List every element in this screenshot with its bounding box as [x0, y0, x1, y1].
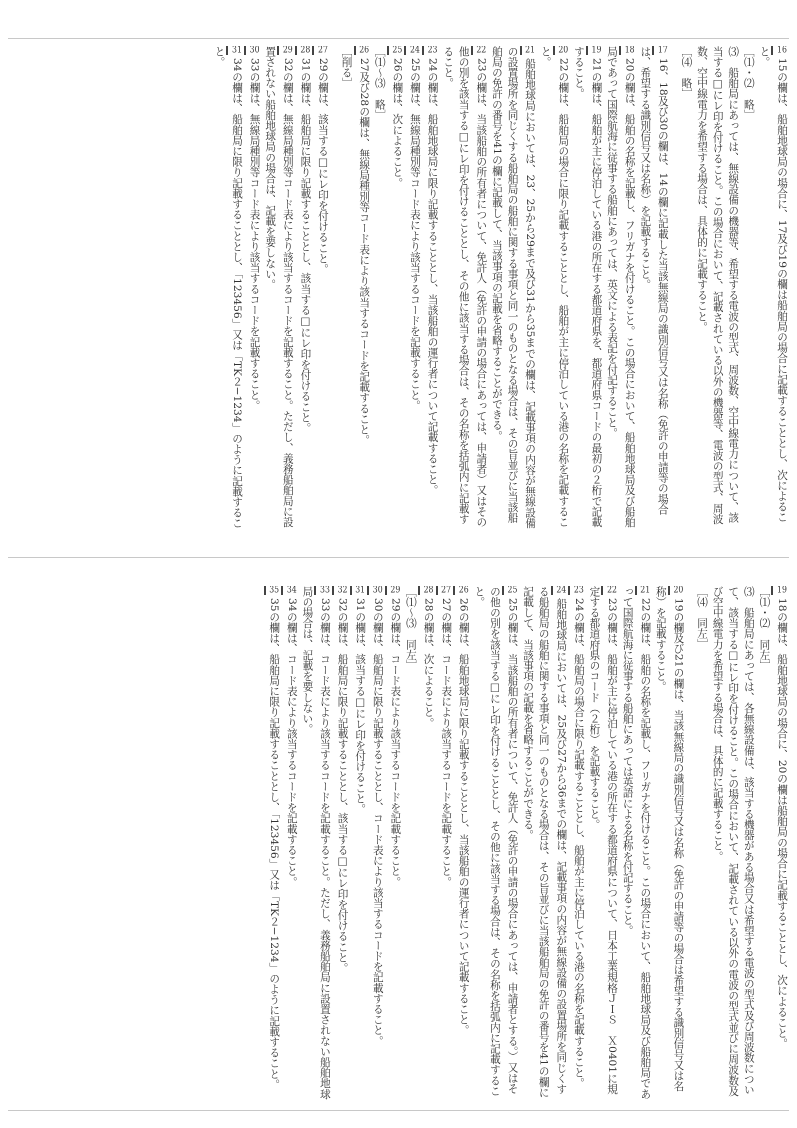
item-number: 32	[332, 586, 350, 595]
original-text-panel	[8, 586, 789, 1102]
list-item	[371, 46, 387, 530]
list-item	[756, 46, 789, 530]
item-text: ［⑷ 略］	[680, 46, 693, 99]
list-item	[453, 586, 471, 1102]
item-number: 22	[601, 586, 619, 595]
item-text: ［⑴・⑵ 同左］	[758, 586, 771, 671]
item-number: 27	[436, 586, 454, 595]
list-item	[295, 46, 313, 530]
item-number: 22	[471, 46, 489, 55]
list-item	[262, 46, 295, 530]
item-text: 34の欄は、コード表により該当するコードを記載すること。	[285, 598, 298, 888]
item-text: 33の欄は、無線局種別等コード表により該当するコードを記載すること。	[248, 58, 261, 411]
list-item	[520, 586, 569, 1102]
bottom-rule	[8, 1110, 789, 1111]
item-text: 34の欄は、船舶局に限り記載することとし、「123456」又は「TK２−1234」のように記載すること。	[213, 46, 243, 529]
item-number: 16	[771, 46, 789, 55]
item-text: 31の欄は、船舶局に限り記載することとし、該当する□にレ印を付けること。	[299, 58, 312, 434]
list-item	[422, 46, 440, 530]
list-item	[586, 586, 619, 1102]
top-rule	[8, 38, 789, 39]
item-text: 20の欄は、船舶の名称を記載し、フリガナを付けること。この場合において、船舶地球局及び船舶局であって国際航海に従事する船舶にあっては、英文による表記を付記すること。	[606, 46, 636, 528]
list-item	[367, 586, 385, 1102]
list-item	[404, 46, 422, 530]
list-item	[756, 586, 772, 1102]
item-text: ⑶ 船舶局にあっては、各無線設備は、該当する機器がある場合又は希望する電波の型式及び周波数について、該当する□にレ印を付けること。この場合において、記載されている以外の電波の型式並びに周波数及び空中線電力を希望する場合は、具体的に記載すること。	[711, 586, 755, 1097]
item-text: 23の欄は、船舶が主に停泊している港の所在する都道府県について、日本工業規格ＪＩＳ Ｘ0401に規定する都道府県のコード（２桁）を記載すること。	[588, 586, 619, 1095]
list-item	[488, 46, 537, 530]
item-number: 23	[568, 586, 586, 595]
item-number: 29	[385, 586, 403, 595]
item-text: 31の欄は、該当する□にレ印を付けること。	[354, 598, 367, 815]
item-text: 船舶地球局においては、25及び27から36までの欄は、記載事項の内容が無線設備の設置場所を同じくする船舶局の船舶に関する事項と同一のものとなる場合は、その旨並びに当該船舶局の免許の番号を41の欄に記載して、当該事項の記載を省略することができる。	[522, 586, 568, 1098]
item-number: 31	[350, 586, 368, 595]
item-number: 24	[551, 586, 569, 595]
item-text: 27の欄は、コード表により該当するコードを記載すること。	[440, 598, 453, 888]
item-number: 26	[354, 46, 372, 55]
list-item	[418, 586, 436, 1102]
item-text: 24の欄は、船舶地球局に限り記載することとし、当該船舶の運行者について記載すること。	[426, 58, 439, 496]
item-text: 26の欄は、船舶地球局に限り記載することとし、当該船舶の運行者について記載すること。	[457, 598, 470, 1036]
list-item	[771, 586, 789, 1102]
list-item	[354, 46, 372, 530]
item-text: 15の欄は、船舶地球局の場合に、17及び19の欄は船舶局の場合に記載することとし、次によること。	[758, 46, 788, 523]
item-number: 20	[553, 46, 571, 55]
item-number: 19	[771, 586, 789, 595]
list-item	[402, 586, 418, 1102]
item-text: 19の欄及び21の欄は、当該無線局の識別信号又は名称（免許の申請等の場合は希望する識別信号又は名称）を記載すること。	[654, 586, 685, 1092]
item-number: 26	[453, 586, 471, 595]
list-item	[264, 586, 282, 1102]
item-number: 28	[418, 586, 436, 595]
list-item	[385, 586, 403, 1102]
item-number: 25	[502, 586, 520, 595]
list-item	[387, 46, 405, 530]
item-text: 25の欄は、当該船舶の所有者について、免許人（免許の申請の場合にあっては、申請者とする。）又はその他の別を該当する□にレ印を付けることとし、その他に該当する場合は、その名称を括弧内に記載すること。	[473, 586, 519, 1097]
list-item	[619, 586, 652, 1102]
item-text: ［削る］	[340, 46, 353, 89]
item-number: 17	[652, 46, 670, 55]
list-item	[693, 46, 740, 530]
item-text: 27及び28の欄は、無線局種別等コード表により該当するコードを記載すること。	[358, 58, 371, 446]
item-text: 22の欄は、船舶局の場合に限り記載することとし、船舶が主に停泊している港の名称を記載すること。	[539, 46, 570, 528]
item-text: 26の欄は、次によること。	[391, 58, 404, 189]
item-text: ［⑴・⑵ 略］	[742, 46, 755, 121]
item-text: ⑶ 船舶局にあっては、無線設備の機器等、希望する電波の型式、周波数、空中線電力について、該当する□にレ印を付けること。この場合において、記載されている以外の機器等、電波の型式、周波数、空中線電力を希望する場合は、具体的に記載すること。	[696, 46, 740, 525]
item-number: 33	[314, 586, 332, 595]
list-item	[299, 586, 332, 1102]
item-number: 18	[619, 46, 637, 55]
item-text: 32の欄は、船舶局に限り記載することとし、該当する□にレ印を付けること。	[336, 598, 349, 974]
item-number: 20	[668, 586, 686, 595]
item-number: 21	[520, 46, 538, 55]
list-item	[211, 46, 244, 530]
item-number: 23	[422, 46, 440, 55]
item-number: 34	[281, 586, 299, 595]
item-text: 船舶地球局においては、23、25から29まで及び31から35までの欄は、記載事項の内容が無線設備の設置場所を同じくする船舶局の船舶に関する事項と同一のものとなる場合は、その旨並びに当該船舶局の免許の番号を41の欄に記載して、当該事項の記載を省略することができる。	[490, 46, 537, 529]
list-item	[740, 46, 756, 530]
item-text: ［⑴〜⑶ 同左］	[404, 586, 417, 671]
list-item	[678, 46, 694, 530]
list-item	[471, 586, 520, 1102]
list-item	[338, 46, 354, 530]
item-number: 21	[635, 586, 653, 595]
item-number: 28	[295, 46, 313, 55]
item-text: 30の欄は、船舶局に限り記載することとし、コード表により該当するコードを記載すること。	[371, 598, 384, 1047]
list-item	[537, 46, 570, 530]
list-item	[570, 46, 603, 530]
list-item	[693, 586, 709, 1102]
list-item	[281, 586, 299, 1102]
list-item	[350, 586, 368, 1102]
item-number: 27	[312, 46, 330, 55]
item-number: 19	[586, 46, 604, 55]
item-text: 32の欄は、無線局種別等コード表により該当するコードを記載すること。ただし、義務船舶局に設置されない船舶地球局の場合は、記載を要しない。	[264, 46, 294, 528]
item-text: 29の欄は、該当する□にレ印を付けること。	[316, 58, 329, 275]
item-text: 22の欄は、船舶の名称を記載し、フリガナを付けること。この場合において、船舶地球局及び船舶局であって国際航海に従事する船舶にあっては英語による名称を付記すること。	[621, 586, 652, 1100]
item-text: 35の欄は、船舶局に限り記載することとし、「123456」又は「TK２−1234」のように記載すること。	[268, 598, 281, 1090]
item-number: 35	[264, 586, 282, 595]
item-number: 24	[404, 46, 422, 55]
item-text: 29の欄は、コード表により該当するコードを記載すること。	[389, 598, 402, 888]
item-text: 33の欄は、コード表により該当するコードを記載すること。ただし、義務船舶局に設置されない船舶地球局の場合は、記載を要しない。	[301, 586, 331, 1100]
item-text: 18の欄は、船舶地球局の場合に、20の欄は船舶局の場合に記載することとし、次によること。	[776, 598, 788, 1049]
item-text: ［⑷ 同左］	[696, 586, 709, 650]
list-item	[436, 586, 454, 1102]
item-number: 30	[367, 586, 385, 595]
list-item	[332, 586, 350, 1102]
item-text: 21の欄は、船舶が主に停泊している港の所在する都道府県を、都道府県コードの最初の２桁で記載すること。	[572, 46, 603, 528]
item-text: 23の欄は、当該船舶の所有者について、免許人（免許の申請の場合にあっては、申請者）又はその他の別を該当する□にレ印を付けることとし、その他に該当する場合は、その名称を括弧内に記載すること。	[442, 46, 488, 528]
list-item	[244, 46, 262, 530]
list-item	[603, 46, 636, 530]
item-number: 25	[387, 46, 405, 55]
list-item	[568, 586, 586, 1102]
item-text: 24の欄は、船舶局の場合に限り記載することとし、船舶が主に停泊している港の名称を記載すること。	[572, 598, 585, 1089]
list-item	[652, 586, 685, 1102]
item-text: 28の欄は、次によること。	[422, 598, 435, 729]
item-number: 29	[277, 46, 295, 55]
item-number: 30	[244, 46, 262, 55]
list-item	[312, 46, 330, 530]
item-text: 16、18及び30の欄は、14の欄に記載した当該無線局の識別信号又は名称（免許の申請等の場合は、希望する識別信号又は名称）を記載すること。	[639, 46, 669, 515]
middle-rule	[8, 557, 789, 558]
amended-text-panel	[8, 46, 789, 530]
item-text: 25の欄は、無線局種別等コード表により該当するコードを記載すること。	[408, 58, 421, 411]
item-number: 31	[226, 46, 244, 55]
list-item	[709, 586, 756, 1102]
item-text: ［⑴〜⑶ 略］	[373, 46, 386, 121]
list-item	[637, 46, 670, 530]
list-item	[440, 46, 489, 530]
